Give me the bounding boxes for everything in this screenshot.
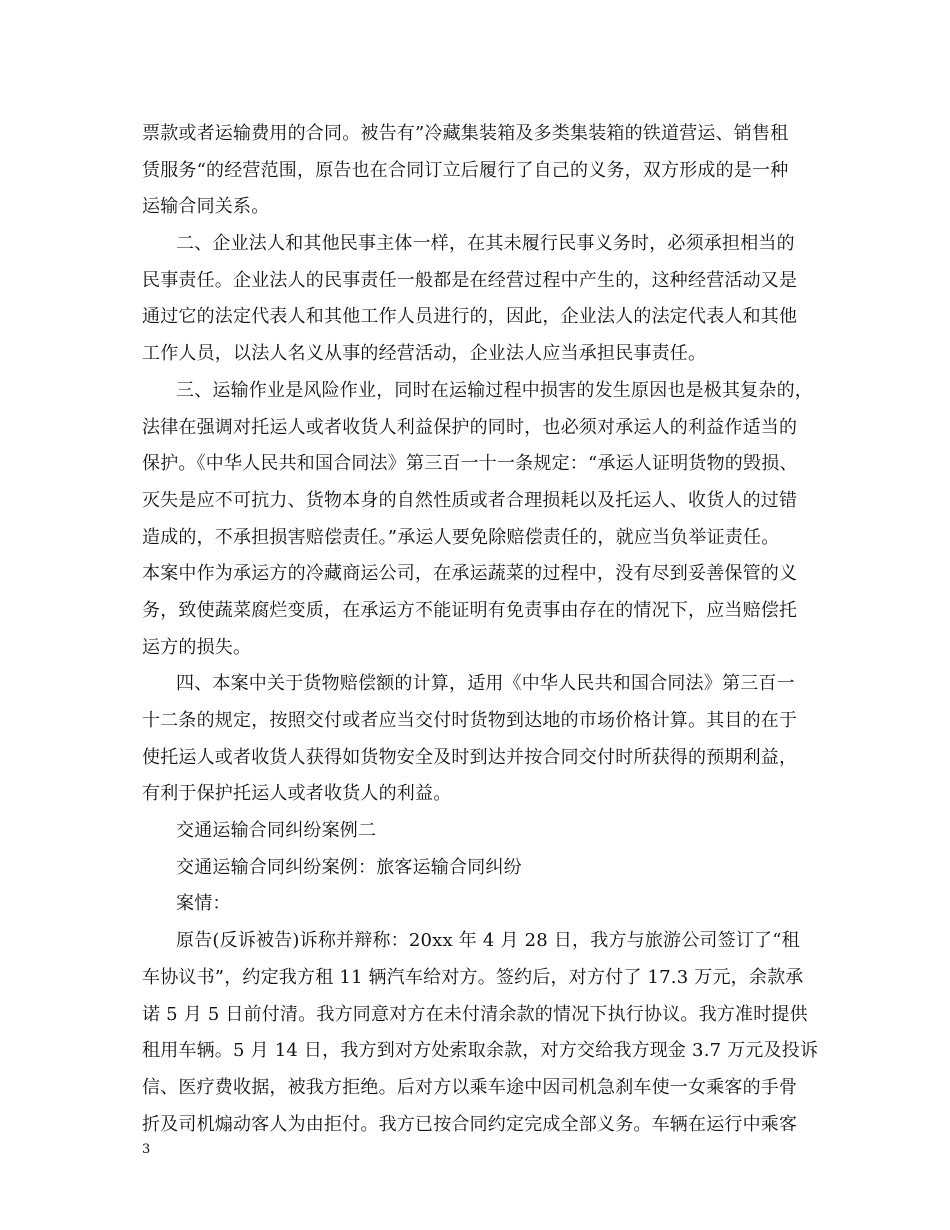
text-line: 通过它的法定代表人和其他工作人员进行的，因此，企业法人的法定代表人和其他 — [142, 306, 798, 328]
text-line: 工作人员，以法人名义从事的经营活动，企业法人应当承担民事责任。 — [142, 343, 707, 365]
text-line: 十二条的规定，按照交付或者应当交付时货物到达地的市场价格计算。其目的在于 — [142, 710, 798, 731]
text-line: 法律在强调对托运人或者收货人利益保护的同时，也必须对承运人的利益作适当的 — [142, 416, 798, 438]
text-line: 有利于保护托运人或者收货人的利益。 — [142, 783, 452, 805]
text-line: 信、医疗费收据，被我方拒绝。后对方以乘车途中因司机急刹车使一女乘客的手骨 — [142, 1076, 798, 1098]
text-line: 务，致使蔬菜腐烂变质，在承运方不能证明有免责事由存在的情况下，应当赔偿托 — [142, 599, 798, 621]
text-line: 折及司机煽动客人为由拒付。我方已按合同约定完成全部义务。车辆在运行中乘客 — [142, 1113, 798, 1135]
paragraph-first-line: 四、本案中关于货物赔偿额的计算，适用《中华人民共和国合同法》第三百一 — [176, 673, 795, 695]
paragraph-first-line: 案情： — [176, 893, 231, 915]
paragraph-first-line: 原告(反诉被告)诉称并辩称：20xx 年 4 月 28 日，我方与旅游公司签订了“租 — [176, 930, 800, 952]
text-line: 租用车辆。5 月 14 日，我方到对方处索取余款，对方交给我方现金 3.7 万元及投诉 — [142, 1040, 819, 1062]
text-line: 本案中作为承运方的冷藏商运公司，在承运蔬菜的过程中，没有尽到妥善保管的义 — [142, 563, 798, 585]
text-line: 民事责任。企业法人的民事责任一般都是在经营过程中产生的，这种经营活动又是 — [142, 269, 798, 291]
text-line: 运方的损失。 — [142, 636, 252, 658]
text-line: 诺 5 月 5 日前付清。我方同意对方在未付清余款的情况下执行协议。我方准时提供 — [142, 1003, 808, 1025]
paragraph-first-line: 三、运输作业是风险作业，同时在运输过程中损害的发生原因也是极其复杂的， — [176, 379, 813, 401]
paragraph-first-line: 交通运输合同纠纷案例：旅客运输合同纠纷 — [176, 856, 522, 878]
text-line: 运输合同关系。 — [142, 196, 270, 218]
text-line: 使托运人或者收货人获得如货物安全及时到达并按合同交付时所获得的预期利益， — [142, 746, 798, 768]
text-line: 赁服务“的经营范围，原告也在合同订立后履行了自己的义务，双方形成的是一种 — [142, 159, 789, 181]
page-number: 3 — [142, 1142, 151, 1157]
text-line: 保护。《中华人民共和国合同法》第三百一十一条规定：“承运人证明货物的毁损、 — [142, 453, 798, 475]
paragraph-first-line: 二、企业法人和其他民事主体一样，在其未履行民事义务时，必须承担相当的 — [176, 233, 795, 255]
text-line: 造成的，不承担损害赔偿责任。”承运人要免除赔偿责任的，就应当负举证责任。 — [142, 526, 780, 548]
text-line: 车协议书”，约定我方租 11 辆汽车给对方。签约后，对方付了 17.3 万元，余款承 — [142, 966, 804, 988]
text-line: 票款或者运输费用的合同。被告有”冷藏集装箱及多类集装箱的铁道营运、销售租 — [142, 123, 789, 144]
document-body — [142, 116, 828, 1143]
text-line: 灭失是应不可抗力、货物本身的自然性质或者合理损耗以及托运人、收货人的过错 — [142, 489, 798, 511]
paragraph-first-line: 交通运输合同纠纷案例二 — [176, 820, 377, 842]
